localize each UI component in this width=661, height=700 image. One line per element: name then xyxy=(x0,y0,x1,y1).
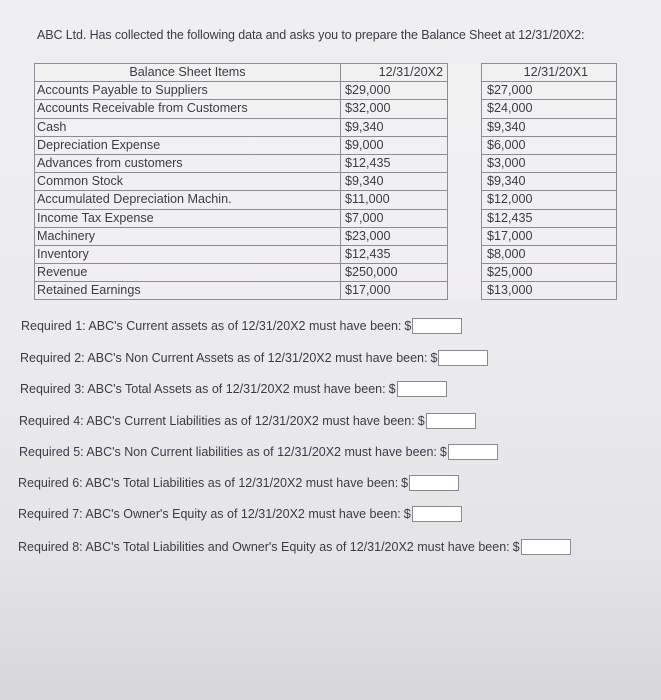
table-gap-cell xyxy=(448,173,482,191)
intro-text: ABC Ltd. Has collected the following data and asks you to prepare the Balance Sheet at 12/31/20X2: xyxy=(37,28,585,42)
item-name: Common Stock xyxy=(35,173,341,191)
item-name: Retained Earnings xyxy=(35,282,341,300)
table-row xyxy=(35,82,617,100)
item-name: Inventory xyxy=(35,245,341,263)
value-20x1: $27,000 xyxy=(482,82,617,100)
table-gap-cell xyxy=(448,264,482,282)
currency-symbol: $ xyxy=(417,414,425,428)
currency-symbol: $ xyxy=(430,351,438,365)
value-20x1: $8,000 xyxy=(482,245,617,263)
answer-input[interactable] xyxy=(448,444,498,460)
question-8 xyxy=(18,539,571,555)
question-5 xyxy=(19,444,498,460)
answer-input[interactable] xyxy=(409,475,459,491)
value-20x2: $17,000 xyxy=(341,282,448,300)
item-name: Income Tax Expense xyxy=(35,209,341,227)
table-gap-cell xyxy=(448,191,482,209)
table-row xyxy=(35,264,617,282)
table-gap-cell xyxy=(448,82,482,100)
value-20x2: $29,000 xyxy=(341,82,448,100)
item-name: Revenue xyxy=(35,264,341,282)
value-20x2: $250,000 xyxy=(341,264,448,282)
header-20x1: 12/31/20X1 xyxy=(482,64,617,82)
table-header-row xyxy=(35,64,617,82)
answer-input[interactable] xyxy=(412,506,462,522)
item-name: Advances from customers xyxy=(35,154,341,172)
table-row xyxy=(35,282,617,300)
table-gap-cell xyxy=(448,100,482,118)
value-20x1: $9,340 xyxy=(482,118,617,136)
question-2 xyxy=(20,350,488,366)
item-name: Accounts Receivable from Customers xyxy=(35,100,341,118)
item-name: Accounts Payable to Suppliers xyxy=(35,82,341,100)
item-name: Depreciation Expense xyxy=(35,136,341,154)
question-label: Required 8: ABC's Total Liabilities and Owner's Equity as of 12/31/20X2 must have been: xyxy=(18,540,510,554)
value-20x1: $13,000 xyxy=(482,282,617,300)
table-gap-cell xyxy=(448,282,482,300)
answer-input[interactable] xyxy=(412,318,462,334)
table-gap-cell xyxy=(448,227,482,245)
question-1 xyxy=(21,318,462,334)
table-row xyxy=(35,227,617,245)
value-20x1: $17,000 xyxy=(482,227,617,245)
question-label: Required 5: ABC's Non Current liabilities as of 12/31/20X2 must have been: xyxy=(19,445,437,459)
value-20x2: $12,435 xyxy=(341,245,448,263)
value-20x1: $6,000 xyxy=(482,136,617,154)
table-gap-cell xyxy=(448,118,482,136)
question-6 xyxy=(18,475,459,491)
value-20x2: $32,000 xyxy=(341,100,448,118)
balance-sheet-table xyxy=(34,63,617,300)
answer-input[interactable] xyxy=(397,381,447,397)
table-gap-cell xyxy=(448,154,482,172)
value-20x1: $12,000 xyxy=(482,191,617,209)
question-label: Required 6: ABC's Total Liabilities as of 12/31/20X2 must have been: xyxy=(18,476,399,490)
table-row xyxy=(35,245,617,263)
table-gap-cell xyxy=(448,245,482,263)
value-20x2: $12,435 xyxy=(341,154,448,172)
value-20x2: $9,340 xyxy=(341,173,448,191)
currency-symbol: $ xyxy=(388,382,396,396)
currency-symbol: $ xyxy=(404,319,412,333)
value-20x1: $25,000 xyxy=(482,264,617,282)
value-20x1: $3,000 xyxy=(482,154,617,172)
question-label: Required 2: ABC's Non Current Assets as of 12/31/20X2 must have been: xyxy=(20,351,428,365)
answer-input[interactable] xyxy=(438,350,488,366)
question-label: Required 7: ABC's Owner's Equity as of 12/31/20X2 must have been: xyxy=(18,507,401,521)
table-row xyxy=(35,136,617,154)
currency-symbol: $ xyxy=(512,540,520,554)
value-20x1: $24,000 xyxy=(482,100,617,118)
currency-symbol: $ xyxy=(401,476,409,490)
answer-input[interactable] xyxy=(521,539,571,555)
header-20x2: 12/31/20X2 xyxy=(341,64,448,82)
question-7 xyxy=(18,506,462,522)
table-row xyxy=(35,191,617,209)
table-row xyxy=(35,100,617,118)
question-label: Required 1: ABC's Current assets as of 12/31/20X2 must have been: xyxy=(21,319,402,333)
value-20x1: $9,340 xyxy=(482,173,617,191)
value-20x2: $7,000 xyxy=(341,209,448,227)
question-3 xyxy=(20,381,447,397)
question-4 xyxy=(19,413,476,429)
table-gap-cell xyxy=(448,209,482,227)
table-row xyxy=(35,173,617,191)
table-row xyxy=(35,154,617,172)
value-20x2: $9,000 xyxy=(341,136,448,154)
value-20x1: $12,435 xyxy=(482,209,617,227)
value-20x2: $11,000 xyxy=(341,191,448,209)
table-gap-cell xyxy=(448,136,482,154)
header-gap xyxy=(448,64,482,82)
answer-input[interactable] xyxy=(426,413,476,429)
currency-symbol: $ xyxy=(439,445,447,459)
item-name: Cash xyxy=(35,118,341,136)
table-row xyxy=(35,209,617,227)
header-items: Balance Sheet Items xyxy=(35,64,341,82)
item-name: Accumulated Depreciation Machin. xyxy=(35,191,341,209)
value-20x2: $9,340 xyxy=(341,118,448,136)
item-name: Machinery xyxy=(35,227,341,245)
table-row xyxy=(35,118,617,136)
question-label: Required 3: ABC's Total Assets as of 12/31/20X2 must have been: xyxy=(20,382,386,396)
value-20x2: $23,000 xyxy=(341,227,448,245)
question-label: Required 4: ABC's Current Liabilities as of 12/31/20X2 must have been: xyxy=(19,414,415,428)
currency-symbol: $ xyxy=(403,507,411,521)
